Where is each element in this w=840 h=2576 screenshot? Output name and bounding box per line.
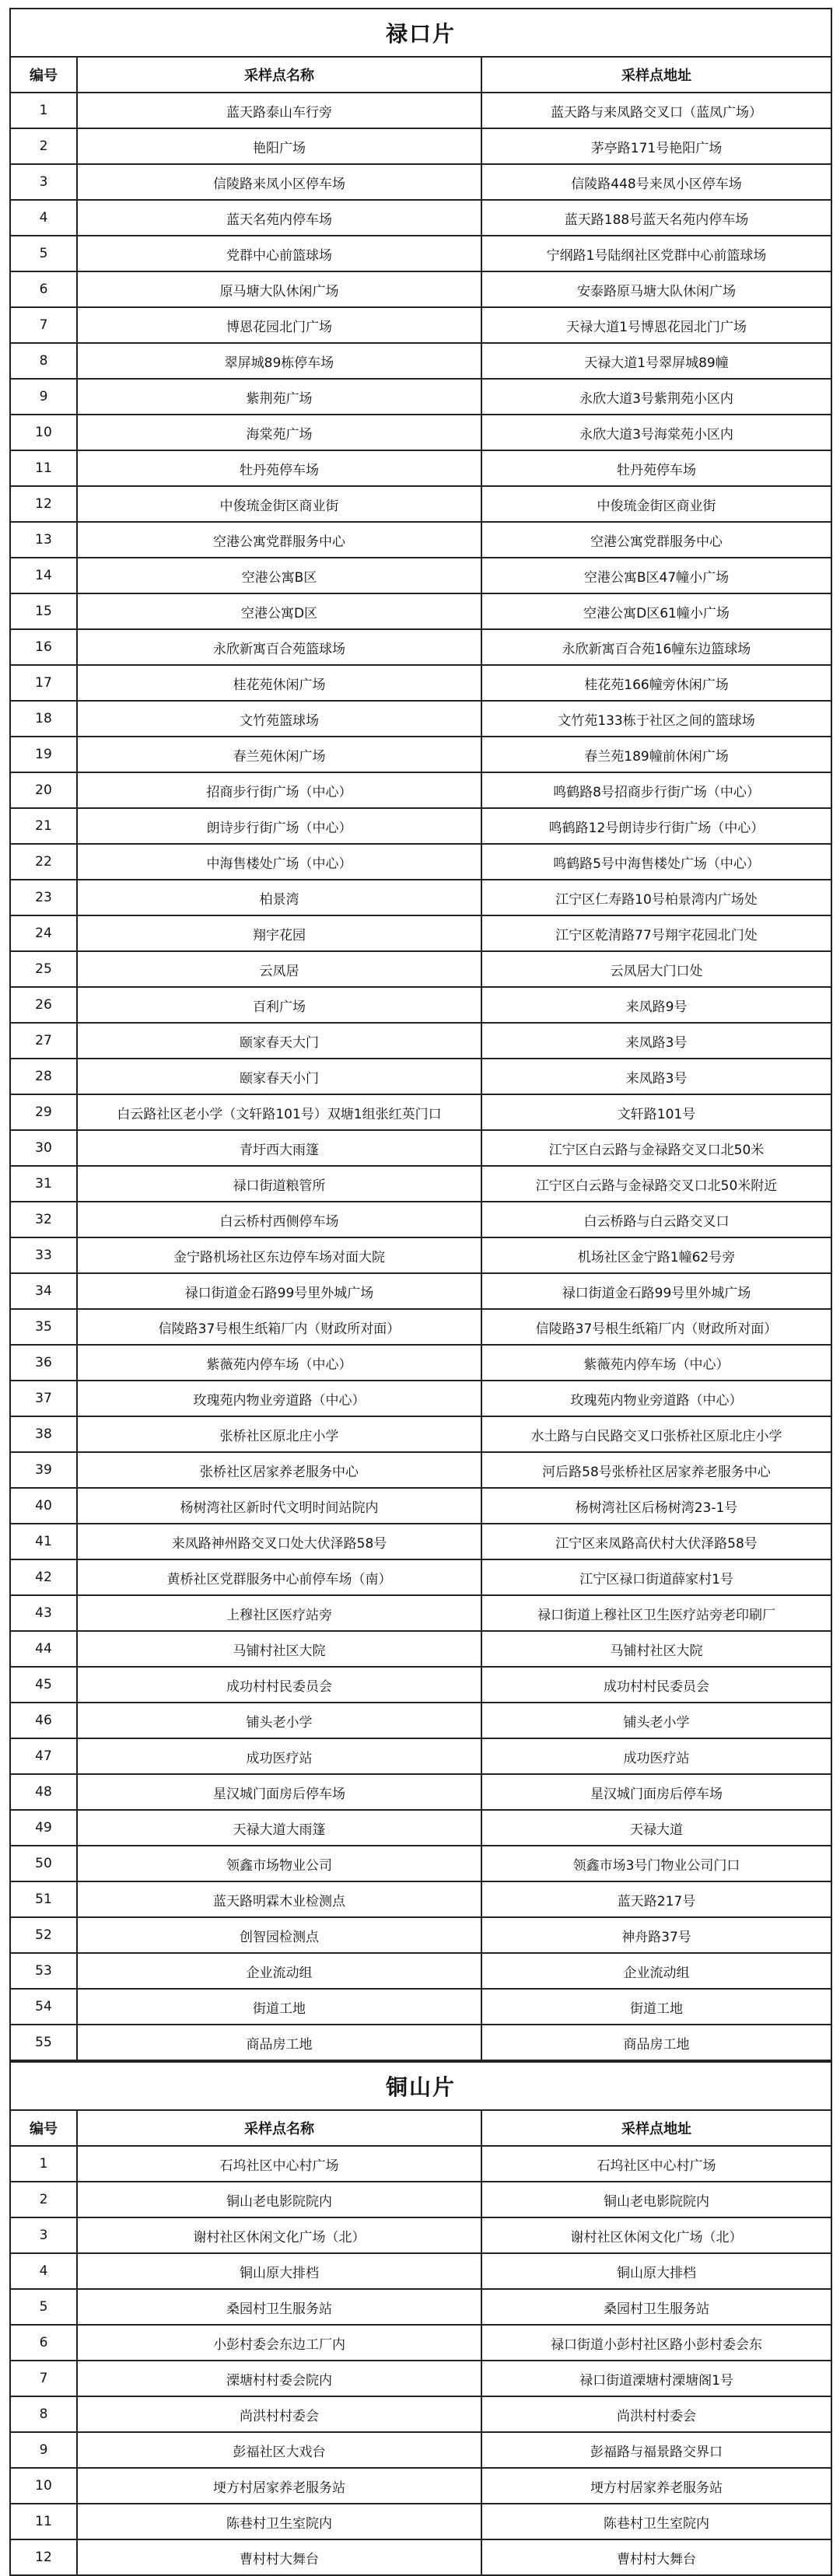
- cell-site-address: 鸣鹤路5号中海售楼处广场（中心）: [481, 844, 831, 880]
- table-row: [10, 1237, 831, 1273]
- cell-site-name: 博恩花园北门广场: [77, 307, 481, 343]
- header-site-name: 采样点名称: [77, 57, 481, 93]
- cell-site-address: 宁纲路1号陆纲社区党群中心前篮球场: [481, 236, 831, 271]
- table-row: [10, 665, 831, 701]
- cell-site-address: 禄口街道上穆社区卫生医疗站旁老印刷厂: [481, 1595, 831, 1631]
- cell-site-name: 玫瑰苑内物业旁道路（中心）: [77, 1381, 481, 1416]
- cell-site-address: 成功医疗站: [481, 1738, 831, 1774]
- cell-site-name: 中海售楼处广场（中心）: [77, 844, 481, 880]
- cell-number: 3: [10, 164, 77, 200]
- table-row: [10, 1094, 831, 1130]
- luokou-table: [9, 8, 832, 2061]
- cell-site-name: 星汉城门面房后停车场: [77, 1774, 481, 1810]
- header-number: 编号: [10, 2110, 77, 2146]
- cell-site-name: 商品房工地: [77, 2025, 481, 2060]
- table-row: [10, 450, 831, 486]
- cell-number: 7: [10, 2361, 77, 2396]
- cell-number: 43: [10, 1595, 77, 1631]
- cell-site-name: 尚洪村村委会: [77, 2396, 481, 2432]
- cell-number: 42: [10, 1559, 77, 1595]
- cell-site-address: 成功村村民委员会: [481, 1667, 831, 1703]
- table-row: [10, 1917, 831, 1953]
- cell-site-name: 禄口街道金石路99号里外城广场: [77, 1273, 481, 1309]
- table-row: [10, 522, 831, 558]
- cell-site-address: 空港公寓B区47幢小广场: [481, 558, 831, 593]
- cell-number: 29: [10, 1094, 77, 1130]
- cell-number: 6: [10, 271, 77, 307]
- cell-number: 54: [10, 1989, 77, 2025]
- table-row: [10, 164, 831, 200]
- table-row: [10, 915, 831, 951]
- cell-number: 13: [10, 522, 77, 558]
- table-row: [10, 1488, 831, 1524]
- cell-site-address: 禄口街道金石路99号里外城广场: [481, 1273, 831, 1309]
- cell-site-address: 江宁区仁寿路10号柏景湾内广场处: [481, 880, 831, 915]
- cell-site-name: 彭福社区大戏台: [77, 2432, 481, 2468]
- cell-number: 51: [10, 1881, 77, 1917]
- cell-number: 34: [10, 1273, 77, 1309]
- cell-number: 8: [10, 343, 77, 379]
- cell-site-name: 海棠苑广场: [77, 415, 481, 450]
- header-row: [10, 2110, 831, 2146]
- cell-site-name: 小彭村委会东边工厂内: [77, 2325, 481, 2361]
- cell-site-address: 铜山原大排档: [481, 2253, 831, 2289]
- table-row: [10, 1130, 831, 1166]
- cell-site-name: 永欣新寓百合苑篮球场: [77, 629, 481, 665]
- cell-number: 17: [10, 665, 77, 701]
- cell-site-address: 来凤路3号: [481, 1023, 831, 1059]
- table-row: [10, 2253, 831, 2289]
- cell-site-address: 蓝天路与来凤路交叉口（蓝凤广场）: [481, 93, 831, 128]
- cell-number: 5: [10, 2289, 77, 2325]
- header-site-address: 采样点地址: [481, 2110, 831, 2146]
- cell-site-address: 杨树湾社区后杨树湾23-1号: [481, 1488, 831, 1524]
- cell-number: 12: [10, 486, 77, 522]
- table-row: [10, 1059, 831, 1094]
- cell-number: 1: [10, 2146, 77, 2182]
- table-row: [10, 93, 831, 128]
- cell-site-name: 空港公寓D区: [77, 593, 481, 629]
- table-row: [10, 2325, 831, 2361]
- table-row: [10, 593, 831, 629]
- cell-site-address: 谢村社区休闲文化广场（北）: [481, 2217, 831, 2253]
- header-site-name: 采样点名称: [77, 2110, 481, 2146]
- table-row: [10, 1881, 831, 1917]
- cell-site-name: 信陵路37号根生纸箱厂内（财政所对面）: [77, 1309, 481, 1345]
- cell-site-address: 禄口街道溧塘村溧塘阁1号: [481, 2361, 831, 2396]
- cell-site-name: 铜山原大排档: [77, 2253, 481, 2289]
- cell-site-name: 蓝天路明霖木业检测点: [77, 1881, 481, 1917]
- cell-number: 5: [10, 236, 77, 271]
- cell-site-address: 蓝天路188号蓝天名苑内停车场: [481, 200, 831, 236]
- cell-site-name: 原马塘大队休闲广场: [77, 271, 481, 307]
- cell-number: 3: [10, 2217, 77, 2253]
- cell-site-address: 江宁区乾清路77号翔宇花园北门处: [481, 915, 831, 951]
- table-row: [10, 1345, 831, 1381]
- cell-site-address: 神舟路37号: [481, 1917, 831, 1953]
- table-row: [10, 200, 831, 236]
- cell-site-address: 埂方村居家养老服务站: [481, 2468, 831, 2504]
- table-row: [10, 701, 831, 737]
- table-row: [10, 1667, 831, 1703]
- cell-number: 21: [10, 808, 77, 844]
- cell-site-address: 石坞社区中心村广场: [481, 2146, 831, 2182]
- cell-site-name: 百利广场: [77, 987, 481, 1023]
- table-row: [10, 2504, 831, 2539]
- cell-site-address: 河后路58号张桥社区居家养老服务中心: [481, 1452, 831, 1488]
- cell-site-name: 金宁路机场社区东边停车场对面大院: [77, 1237, 481, 1273]
- cell-site-name: 白云桥村西侧停车场: [77, 1202, 481, 1237]
- cell-site-name: 马铺村社区大院: [77, 1631, 481, 1667]
- cell-site-name: 白云路社区老小学（文轩路101号）双塘1组张红英门口: [77, 1094, 481, 1130]
- cell-site-name: 禄口街道粮管所: [77, 1166, 481, 1202]
- cell-site-address: 春兰苑189幢前休闲广场: [481, 737, 831, 772]
- table-row: [10, 1416, 831, 1452]
- cell-number: 23: [10, 880, 77, 915]
- cell-site-address: 桑园村卫生服务站: [481, 2289, 831, 2325]
- cell-site-name: 桂花苑休闲广场: [77, 665, 481, 701]
- cell-site-name: 蓝天路泰山车行旁: [77, 93, 481, 128]
- table-row: [10, 951, 831, 987]
- table-row: [10, 2146, 831, 2182]
- cell-site-name: 青圩西大雨篷: [77, 1130, 481, 1166]
- cell-site-name: 铜山老电影院院内: [77, 2182, 481, 2217]
- cell-number: 37: [10, 1381, 77, 1416]
- cell-site-address: 来凤路3号: [481, 1059, 831, 1094]
- table-row: [10, 629, 831, 665]
- cell-number: 38: [10, 1416, 77, 1452]
- cell-number: 2: [10, 2182, 77, 2217]
- cell-site-name: 成功村村民委员会: [77, 1667, 481, 1703]
- table-row: [10, 2217, 831, 2253]
- cell-site-name: 招商步行街广场（中心）: [77, 772, 481, 808]
- cell-number: 44: [10, 1631, 77, 1667]
- table-row: [10, 2289, 831, 2325]
- table-row: [10, 1309, 831, 1345]
- table-row: [10, 1166, 831, 1202]
- cell-site-address: 天禄大道1号博恩花园北门广场: [481, 307, 831, 343]
- table-row: [10, 343, 831, 379]
- cell-site-name: 翠屏城89栋停车场: [77, 343, 481, 379]
- cell-number: 12: [10, 2539, 77, 2575]
- cell-site-name: 石坞社区中心村广场: [77, 2146, 481, 2182]
- sampling-sites-document: [9, 8, 831, 2576]
- table-row: [10, 1953, 831, 1989]
- table-row: [10, 415, 831, 450]
- cell-site-address: 铺头老小学: [481, 1703, 831, 1738]
- cell-site-name: 黄桥社区党群服务中心前停车场（南）: [77, 1559, 481, 1595]
- cell-site-name: 柏景湾: [77, 880, 481, 915]
- cell-number: 45: [10, 1667, 77, 1703]
- table-row: [10, 808, 831, 844]
- table-row: [10, 2025, 831, 2060]
- cell-site-name: 街道工地: [77, 1989, 481, 2025]
- cell-site-address: 天禄大道1号翠屏城89幢: [481, 343, 831, 379]
- cell-site-name: 空港公寓党群服务中心: [77, 522, 481, 558]
- cell-site-name: 企业流动组: [77, 1953, 481, 1989]
- section-title: 禄口片: [10, 9, 831, 57]
- table-row: [10, 1273, 831, 1309]
- cell-number: 40: [10, 1488, 77, 1524]
- cell-number: 50: [10, 1846, 77, 1881]
- cell-number: 8: [10, 2396, 77, 2432]
- cell-site-address: 江宁区来凤路高伏村大伏泽路58号: [481, 1524, 831, 1559]
- cell-site-address: 江宁区白云路与金禄路交叉口北50米附近: [481, 1166, 831, 1202]
- table-row: [10, 737, 831, 772]
- table-row: [10, 1631, 831, 1667]
- cell-number: 31: [10, 1166, 77, 1202]
- cell-site-name: 创智园检测点: [77, 1917, 481, 1953]
- cell-site-address: 机场社区金宁路1幢62号旁: [481, 1237, 831, 1273]
- cell-site-name: 朗诗步行街广场（中心）: [77, 808, 481, 844]
- cell-number: 2: [10, 128, 77, 164]
- table-row: [10, 2539, 831, 2575]
- table-row: [10, 1810, 831, 1846]
- table-row: [10, 271, 831, 307]
- table-row: [10, 1023, 831, 1059]
- cell-site-address: 文竹苑133栋于社区之间的篮球场: [481, 701, 831, 737]
- section-title-row: [10, 2062, 831, 2110]
- table-row: [10, 2396, 831, 2432]
- cell-site-address: 永欣大道3号紫荆苑小区内: [481, 379, 831, 415]
- cell-number: 28: [10, 1059, 77, 1094]
- cell-number: 33: [10, 1237, 77, 1273]
- cell-number: 4: [10, 2253, 77, 2289]
- cell-number: 9: [10, 379, 77, 415]
- cell-site-name: 春兰苑休闲广场: [77, 737, 481, 772]
- cell-number: 14: [10, 558, 77, 593]
- cell-site-name: 上穆社区医疗站旁: [77, 1595, 481, 1631]
- table-row: [10, 1595, 831, 1631]
- cell-site-name: 天禄大道大雨篷: [77, 1810, 481, 1846]
- cell-site-name: 颐家春天小门: [77, 1059, 481, 1094]
- cell-site-address: 铜山老电影院院内: [481, 2182, 831, 2217]
- cell-site-name: 曹村村大舞台: [77, 2539, 481, 2575]
- cell-number: 48: [10, 1774, 77, 1810]
- cell-number: 11: [10, 450, 77, 486]
- cell-number: 41: [10, 1524, 77, 1559]
- cell-number: 22: [10, 844, 77, 880]
- cell-site-name: 陈巷村卫生室院内: [77, 2504, 481, 2539]
- cell-site-name: 文竹苑篮球场: [77, 701, 481, 737]
- table-row: [10, 1738, 831, 1774]
- cell-number: 20: [10, 772, 77, 808]
- header-site-address: 采样点地址: [481, 57, 831, 93]
- cell-number: 25: [10, 951, 77, 987]
- cell-site-name: 信陵路来凤小区停车场: [77, 164, 481, 200]
- cell-site-address: 马铺村社区大院: [481, 1631, 831, 1667]
- cell-site-address: 尚洪村村委会: [481, 2396, 831, 2432]
- cell-site-name: 桑园村卫生服务站: [77, 2289, 481, 2325]
- table-row: [10, 1774, 831, 1810]
- cell-site-address: 永欣大道3号海棠苑小区内: [481, 415, 831, 450]
- cell-site-address: 领鑫市场3号门物业公司门口: [481, 1846, 831, 1881]
- table-row: [10, 128, 831, 164]
- cell-number: 27: [10, 1023, 77, 1059]
- table-row: [10, 2361, 831, 2396]
- cell-site-address: 中俊琉金街区商业街: [481, 486, 831, 522]
- cell-site-address: 水土路与白民路交叉口张桥社区原北庄小学: [481, 1416, 831, 1452]
- table-row: [10, 379, 831, 415]
- table-row: [10, 1989, 831, 2025]
- cell-site-address: 江宁区白云路与金禄路交叉口北50米: [481, 1130, 831, 1166]
- cell-number: 10: [10, 415, 77, 450]
- table-row: [10, 880, 831, 915]
- cell-site-name: 蓝天名苑内停车场: [77, 200, 481, 236]
- table-row: [10, 1524, 831, 1559]
- cell-site-name: 空港公寓B区: [77, 558, 481, 593]
- cell-site-name: 溧塘村村委会院内: [77, 2361, 481, 2396]
- table-row: [10, 772, 831, 808]
- table-row: [10, 307, 831, 343]
- cell-number: 16: [10, 629, 77, 665]
- cell-site-address: 街道工地: [481, 1989, 831, 2025]
- cell-number: 35: [10, 1309, 77, 1345]
- cell-site-name: 铺头老小学: [77, 1703, 481, 1738]
- table-row: [10, 1452, 831, 1488]
- table-row: [10, 844, 831, 880]
- cell-site-address: 茅亭路171号艳阳广场: [481, 128, 831, 164]
- cell-number: 32: [10, 1202, 77, 1237]
- cell-site-address: 彭福路与福景路交界口: [481, 2432, 831, 2468]
- cell-site-name: 紫薇苑内停车场（中心）: [77, 1345, 481, 1381]
- cell-number: 26: [10, 987, 77, 1023]
- cell-number: 49: [10, 1810, 77, 1846]
- cell-number: 18: [10, 701, 77, 737]
- cell-site-name: 翔宇花园: [77, 915, 481, 951]
- cell-number: 46: [10, 1703, 77, 1738]
- cell-site-address: 信陵路448号来凤小区停车场: [481, 164, 831, 200]
- table-row: [10, 1202, 831, 1237]
- cell-number: 30: [10, 1130, 77, 1166]
- cell-site-address: 空港公寓党群服务中心: [481, 522, 831, 558]
- cell-site-address: 白云桥路与白云路交叉口: [481, 1202, 831, 1237]
- cell-site-name: 党群中心前篮球场: [77, 236, 481, 271]
- cell-number: 36: [10, 1345, 77, 1381]
- cell-site-name: 牡丹苑停车场: [77, 450, 481, 486]
- cell-number: 4: [10, 200, 77, 236]
- table-row: [10, 236, 831, 271]
- table-row: [10, 558, 831, 593]
- table-row: [10, 1381, 831, 1416]
- cell-site-address: 天禄大道: [481, 1810, 831, 1846]
- cell-site-address: 江宁区禄口街道薛家村1号: [481, 1559, 831, 1595]
- cell-site-address: 商品房工地: [481, 2025, 831, 2060]
- cell-site-address: 玫瑰苑内物业旁道路（中心）: [481, 1381, 831, 1416]
- cell-site-address: 桂花苑166幢旁休闲广场: [481, 665, 831, 701]
- cell-site-address: 陈巷村卫生室院内: [481, 2504, 831, 2539]
- table-row: [10, 486, 831, 522]
- cell-number: 1: [10, 93, 77, 128]
- cell-site-address: 永欣新寓百合苑16幢东边篮球场: [481, 629, 831, 665]
- cell-site-address: 信陵路37号根生纸箱厂内（财政所对面）: [481, 1309, 831, 1345]
- cell-site-address: 企业流动组: [481, 1953, 831, 1989]
- cell-site-name: 艳阳广场: [77, 128, 481, 164]
- cell-number: 11: [10, 2504, 77, 2539]
- table-row: [10, 1559, 831, 1595]
- cell-site-address: 紫薇苑内停车场（中心）: [481, 1345, 831, 1381]
- cell-site-name: 成功医疗站: [77, 1738, 481, 1774]
- table-row: [10, 2432, 831, 2468]
- cell-site-name: 埂方村居家养老服务站: [77, 2468, 481, 2504]
- section-title: 铜山片: [10, 2062, 831, 2110]
- cell-number: 24: [10, 915, 77, 951]
- table-row: [10, 1703, 831, 1738]
- table-row: [10, 2468, 831, 2504]
- cell-site-name: 云凤居: [77, 951, 481, 987]
- cell-site-address: 空港公寓D区61幢小广场: [481, 593, 831, 629]
- cell-site-address: 云凤居大门口处: [481, 951, 831, 987]
- header-number: 编号: [10, 57, 77, 93]
- cell-site-name: 颐家春天大门: [77, 1023, 481, 1059]
- cell-number: 55: [10, 2025, 77, 2060]
- cell-number: 53: [10, 1953, 77, 1989]
- cell-number: 7: [10, 307, 77, 343]
- header-row: [10, 57, 831, 93]
- table-row: [10, 987, 831, 1023]
- cell-site-name: 来凤路神州路交叉口处大伏泽路58号: [77, 1524, 481, 1559]
- cell-number: 9: [10, 2432, 77, 2468]
- cell-site-name: 紫荆苑广场: [77, 379, 481, 415]
- cell-number: 10: [10, 2468, 77, 2504]
- cell-site-address: 禄口街道小彭村社区路小彭村委会东: [481, 2325, 831, 2361]
- cell-site-name: 中俊琉金街区商业街: [77, 486, 481, 522]
- cell-site-address: 鸣鹤路12号朗诗步行街广场（中心）: [481, 808, 831, 844]
- cell-site-address: 星汉城门面房后停车场: [481, 1774, 831, 1810]
- cell-site-address: 曹村村大舞台: [481, 2539, 831, 2575]
- cell-number: 47: [10, 1738, 77, 1774]
- cell-number: 6: [10, 2325, 77, 2361]
- tongshan-table: [9, 2061, 832, 2576]
- section-title-row: [10, 9, 831, 57]
- cell-site-name: 张桥社区居家养老服务中心: [77, 1452, 481, 1488]
- cell-site-name: 杨树湾社区新时代文明时间站院内: [77, 1488, 481, 1524]
- cell-site-address: 安泰路原马塘大队休闲广场: [481, 271, 831, 307]
- cell-number: 15: [10, 593, 77, 629]
- cell-site-address: 来凤路9号: [481, 987, 831, 1023]
- cell-number: 19: [10, 737, 77, 772]
- cell-site-address: 文轩路101号: [481, 1094, 831, 1130]
- cell-site-address: 鸣鹤路8号招商步行街广场（中心）: [481, 772, 831, 808]
- cell-site-address: 牡丹苑停车场: [481, 450, 831, 486]
- table-row: [10, 1846, 831, 1881]
- cell-site-address: 蓝天路217号: [481, 1881, 831, 1917]
- cell-number: 52: [10, 1917, 77, 1953]
- cell-site-name: 张桥社区原北庄小学: [77, 1416, 481, 1452]
- table-row: [10, 2182, 831, 2217]
- cell-site-name: 谢村社区休闲文化广场（北）: [77, 2217, 481, 2253]
- cell-site-name: 领鑫市场物业公司: [77, 1846, 481, 1881]
- cell-number: 39: [10, 1452, 77, 1488]
